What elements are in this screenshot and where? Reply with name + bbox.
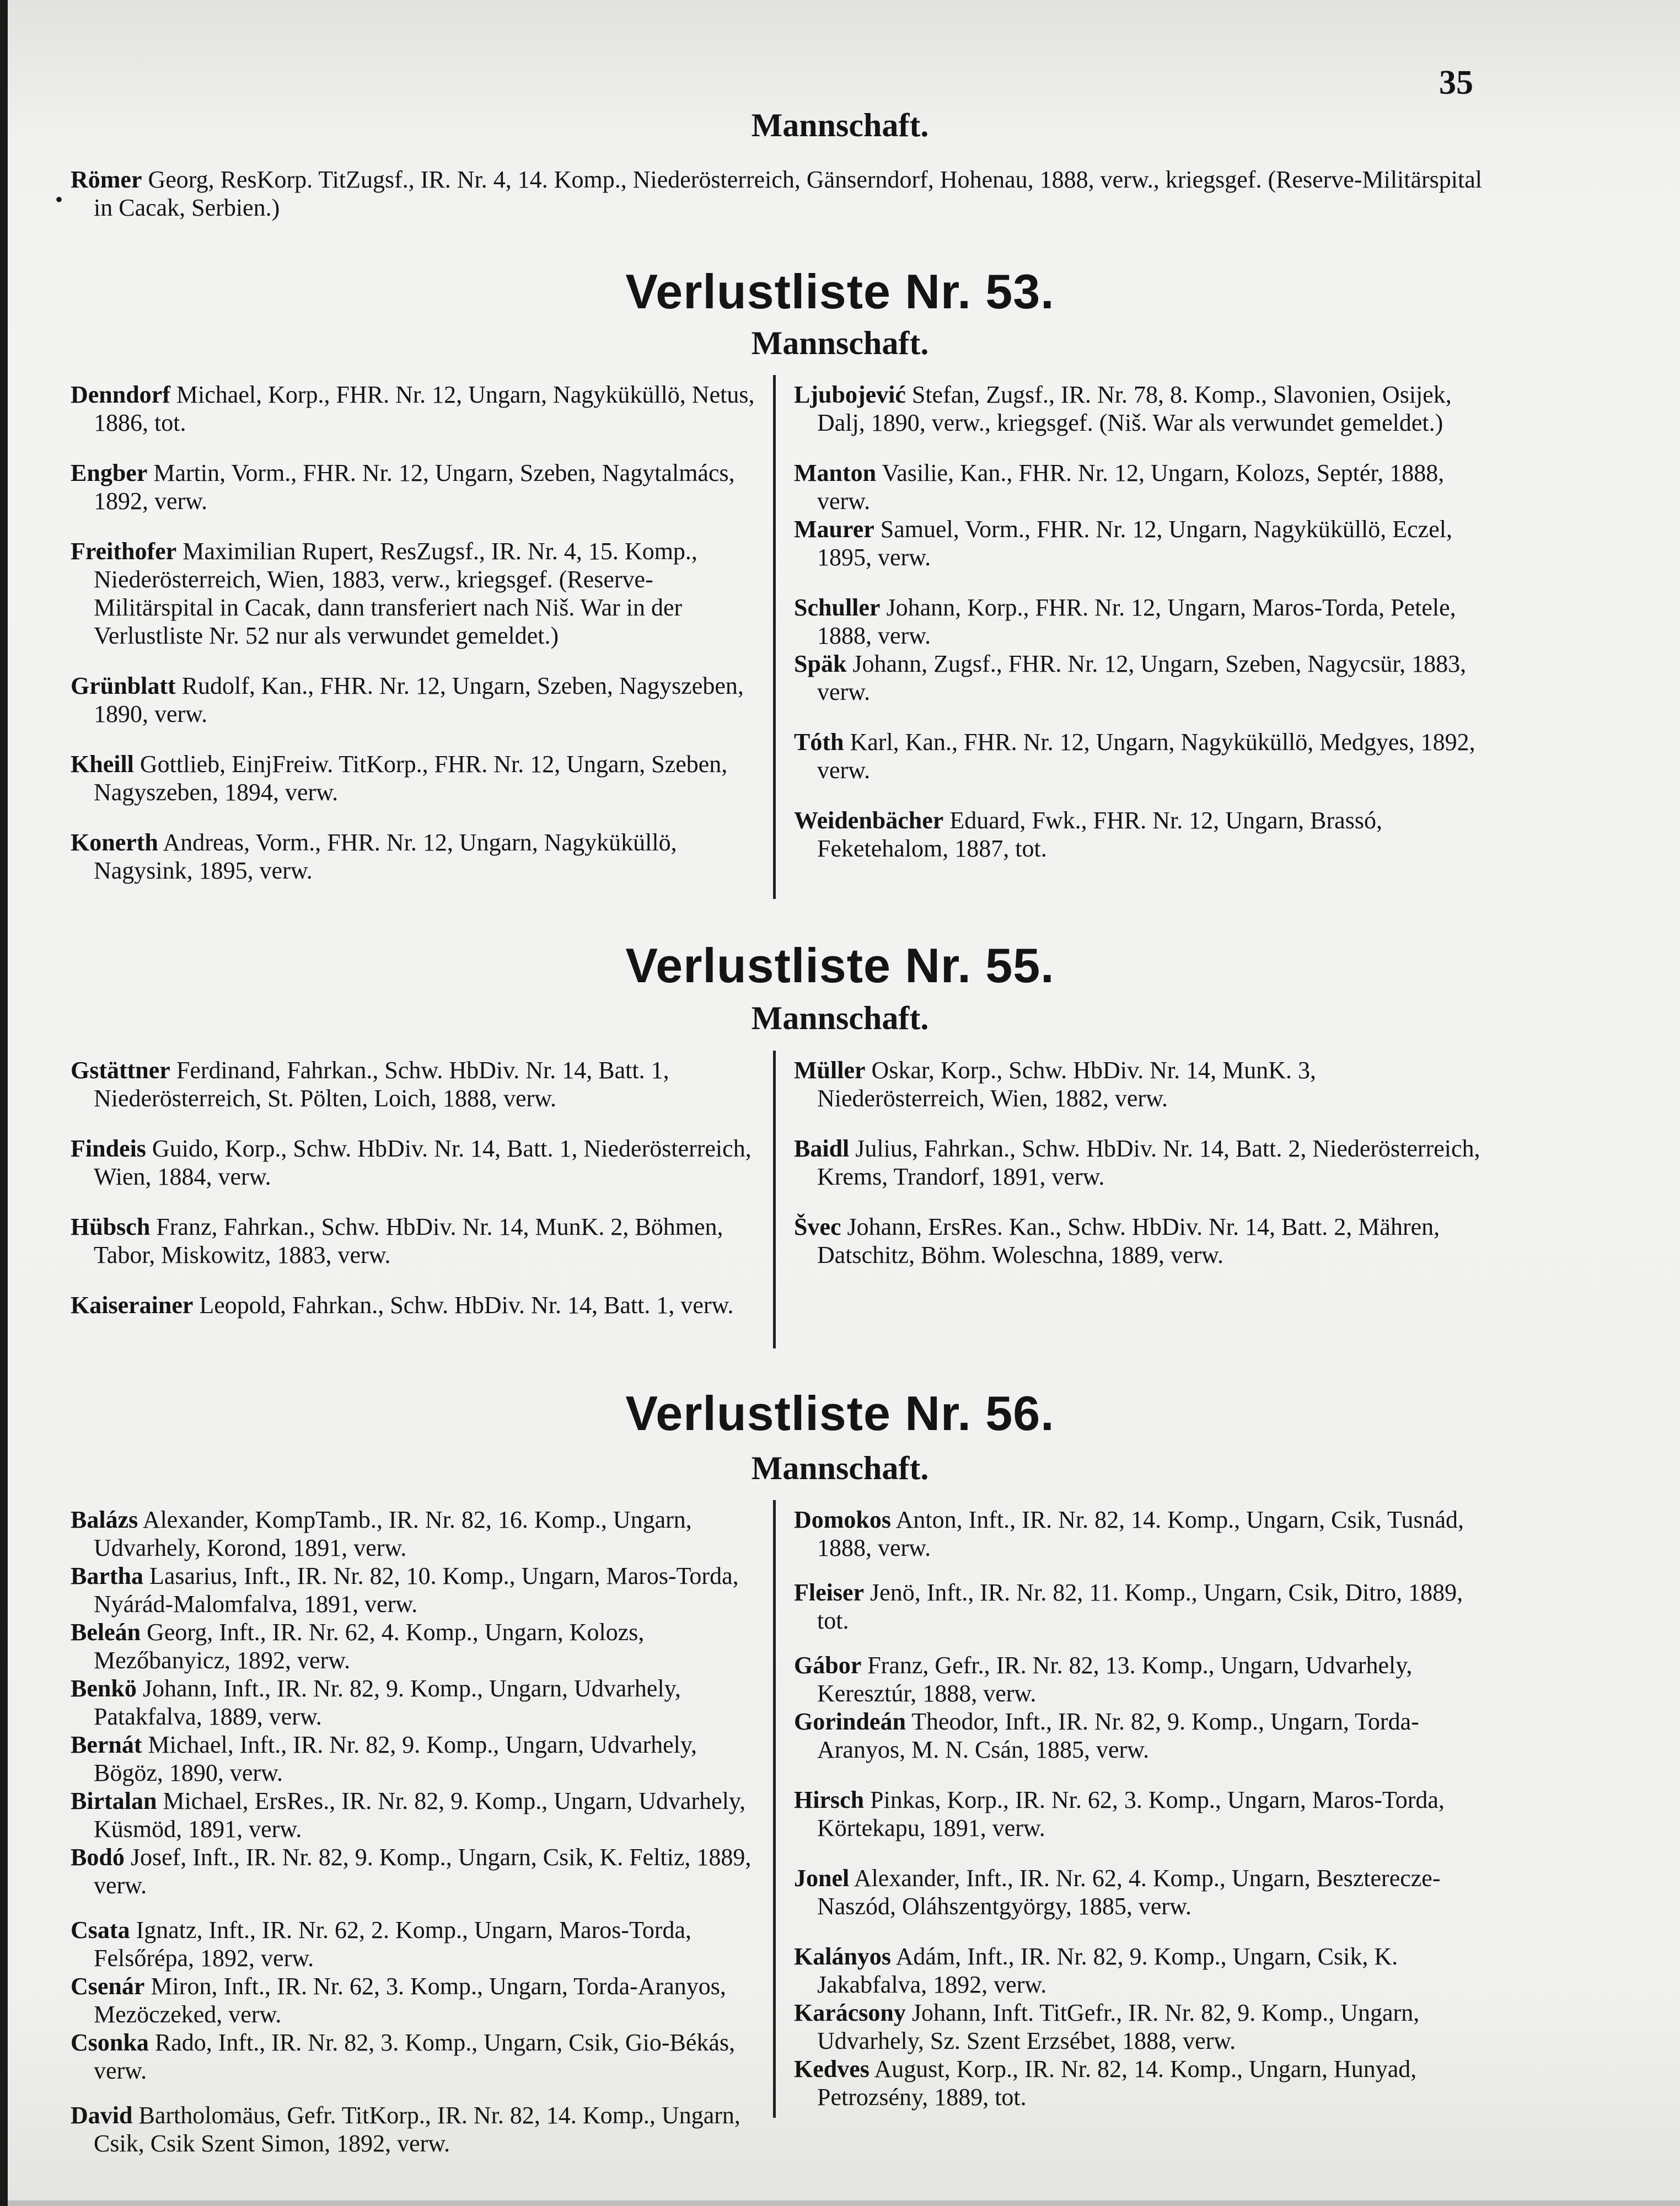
entry-text: Johann, Korp., FHR. Nr. 12, Ungarn, Maros-Torda, Petele, 1888, verw.	[817, 594, 1456, 649]
entry	[71, 1134, 760, 1191]
entry-text: Theodor, Inft., IR. Nr. 82, 9. Komp., Ungarn, Torda-Aranyos, M. N. Csán, 1885, verw.	[817, 1708, 1419, 1763]
entry	[71, 459, 760, 515]
entry-text: Leopold, Fahrkan., Schw. HbDiv. Nr. 14, Batt. 1, verw.	[193, 1292, 734, 1319]
entry	[794, 1786, 1489, 1842]
entry	[794, 728, 1489, 784]
entry	[794, 381, 1489, 437]
entry-text: Franz, Gefr., IR. Nr. 82, 13. Komp., Ungarn, Udvarhely, Keresztúr, 1888, verw.	[817, 1652, 1413, 1707]
entry-text: Vasilie, Kan., FHR. Nr. 12, Ungarn, Kolozs, Septér, 1888, verw.	[817, 459, 1445, 515]
entry-name: Bartha	[71, 1562, 143, 1589]
section-56-right-column	[794, 1506, 1489, 2111]
entry-text: Rudolf, Kan., FHR. Nr. 12, Ungarn, Szeben, Nagyszeben, 1890, verw.	[94, 672, 744, 727]
top-entry	[71, 165, 1493, 222]
entry-name: Domokos	[794, 1506, 892, 1533]
section-55-right-column	[794, 1056, 1489, 1269]
entry-text: Samuel, Vorm., FHR. Nr. 12, Ungarn, Nagyküküllö, Eczel, 1895, verw.	[817, 516, 1452, 571]
entry	[71, 2028, 760, 2085]
entry-name: Engber	[71, 459, 148, 486]
entry	[71, 828, 760, 885]
entry-name: Kedves	[794, 2055, 869, 2082]
entry-name: Konerth	[71, 829, 158, 856]
column-divider	[773, 375, 776, 899]
entry	[71, 1843, 760, 1899]
entry	[794, 650, 1489, 706]
entry-text: Johann, Inft. TitGefr., IR. Nr. 82, 9. Komp., Ungarn, Udvarhely, Sz. Szent Erzsébet, 1888, verw.	[817, 1999, 1420, 2054]
entry-name: Findeis	[71, 1135, 146, 1162]
entry	[71, 1213, 760, 1269]
column-divider	[773, 1500, 776, 2118]
entry-text: Gottlieb, EinjFreiw. TitKorp., FHR. Nr. 12, Ungarn, Szeben, Nagyszeben, 1894, verw.	[94, 751, 728, 806]
section-56-left-column	[71, 1506, 760, 2157]
entry-text: Andreas, Vorm., FHR. Nr. 12, Ungarn, Nagyküküllö, Nagysink, 1895, verw.	[94, 829, 677, 884]
entry-name: Birtalan	[71, 1787, 157, 1814]
entry	[71, 381, 760, 437]
entry-text: Jenö, Inft., IR. Nr. 82, 11. Komp., Ungarn, Csik, Ditro, 1889, tot.	[817, 1579, 1463, 1634]
entry-name: Kaiserainer	[71, 1292, 194, 1319]
entry-name: Kheill	[71, 751, 134, 778]
entry	[71, 1506, 760, 1562]
entry	[794, 1942, 1489, 1999]
section-53-right-column	[794, 381, 1489, 863]
entry-name: Csata	[71, 1916, 130, 1943]
entry-name: Hirsch	[794, 1786, 865, 1813]
entry	[71, 1562, 760, 1618]
section-title-53: Verlustliste Nr. 53.	[625, 264, 1055, 319]
entry	[71, 1916, 760, 1972]
entry-text: Lasarius, Inft., IR. Nr. 82, 10. Komp., Ungarn, Maros-Torda, Nyárád-Malomfalva, 1891, verw.	[94, 1562, 739, 1618]
entry-text: Franz, Fahrkan., Schw. HbDiv. Nr. 14, MunK. 2, Böhmen, Tabor, Miskowitz, 1883, verw.	[94, 1213, 723, 1268]
entry	[71, 165, 1493, 222]
entry-name: Denndorf	[71, 381, 170, 408]
entry-name: Weidenbächer	[794, 807, 944, 834]
entry	[794, 2055, 1489, 2111]
bullet-mark: •	[55, 187, 63, 212]
entry	[71, 1618, 760, 1674]
entry-name: Benkö	[71, 1675, 137, 1702]
page-number: 35	[1439, 64, 1473, 101]
entry	[794, 1707, 1489, 1764]
entry-name: Hübsch	[71, 1213, 151, 1240]
entry-text: Miron, Inft., IR. Nr. 62, 3. Komp., Ungarn, Torda-Aranyos, Mezöczeked, verw.	[94, 1973, 726, 2028]
entry	[794, 459, 1489, 515]
entry-text: Alexander, Inft., IR. Nr. 62, 4. Komp., Ungarn, Beszterecze-Naszód, Oláhszentgyörgy, 1885, verw.	[817, 1865, 1441, 1920]
entry-text: August, Korp., IR. Nr. 82, 14. Komp., Ungarn, Hunyad, Petrozsény, 1889, tot.	[817, 2055, 1417, 2111]
entry	[71, 750, 760, 806]
entry-text: Oskar, Korp., Schw. HbDiv. Nr. 14, MunK. 3, Niederösterreich, Wien, 1882, verw.	[817, 1057, 1316, 1112]
entry-name: Bodó	[71, 1844, 125, 1871]
section-heading-53: Mannschaft.	[751, 325, 929, 361]
entry	[794, 1056, 1489, 1112]
entry-text: Stefan, Zugsf., IR. Nr. 78, 8. Komp., Slavonien, Osijek, Dalj, 1890, verw., kriegsgef. (Niš. War als verwundet gemeldet.)	[817, 381, 1452, 436]
section-heading-56: Mannschaft.	[751, 1450, 929, 1486]
entry	[794, 515, 1489, 571]
entry-name: Baidl	[794, 1135, 850, 1162]
entry-text: Michael, ErsRes., IR. Nr. 82, 9. Komp., Ungarn, Udvarhely, Küsmöd, 1891, verw.	[94, 1787, 746, 1843]
section-title-56: Verlustliste Nr. 56.	[625, 1386, 1055, 1441]
entry-text: Ignatz, Inft., IR. Nr. 62, 2. Komp., Ungarn, Maros-Torda, Felsőrépa, 1892, verw.	[94, 1916, 692, 1972]
entry-name: David	[71, 2102, 133, 2129]
entry-name: Römer	[71, 166, 142, 193]
entry-text: Karl, Kan., FHR. Nr. 12, Ungarn, Nagyküküllö, Medgyes, 1892, verw.	[817, 729, 1475, 784]
entry-name: Grünblatt	[71, 672, 176, 699]
entry-text: Johann, Inft., IR. Nr. 82, 9. Komp., Ungarn, Udvarhely, Patakfalva, 1889, verw.	[94, 1675, 681, 1730]
entry-name: Švec	[794, 1213, 841, 1240]
section-53-left-column	[71, 381, 760, 885]
section-55-left-column	[71, 1056, 760, 1319]
entry-text: Martin, Vorm., FHR. Nr. 12, Ungarn, Szeben, Nagytalmács, 1892, verw.	[94, 459, 735, 515]
entry	[794, 593, 1489, 650]
entry-text: Bartholomäus, Gefr. TitKorp., IR. Nr. 82, 14. Komp., Ungarn, Csik, Csik Szent Simon, 1892, verw.	[94, 2102, 740, 2157]
entry	[794, 1651, 1489, 1707]
entry-text: Johann, ErsRes. Kan., Schw. HbDiv. Nr. 14, Batt. 2, Mähren, Datschitz, Böhm. Woleschna, 1889, verw.	[817, 1213, 1440, 1268]
entry-text: Michael, Inft., IR. Nr. 82, 9. Komp., Ungarn, Udvarhely, Bögöz, 1890, verw.	[94, 1731, 697, 1786]
entry	[71, 1787, 760, 1843]
entry	[71, 2101, 760, 2157]
entry-name: Csenár	[71, 1973, 145, 2000]
entry-name: Tóth	[794, 729, 844, 756]
entry-text: Ferdinand, Fahrkan., Schw. HbDiv. Nr. 14, Batt. 1, Niederösterreich, St. Pölten, Loich, 1888, verw.	[94, 1057, 669, 1112]
entry	[794, 1999, 1489, 2055]
entry-name: Schuller	[794, 594, 881, 621]
entry-name: Späk	[794, 650, 847, 677]
entry-text: Anton, Inft., IR. Nr. 82, 14. Komp., Ungarn, Csik, Tusnád, 1888, verw.	[817, 1506, 1464, 1561]
entry-text: Georg, Inft., IR. Nr. 62, 4. Komp., Ungarn, Kolozs, Mezőbanyicz, 1892, verw.	[94, 1619, 645, 1674]
entry	[794, 1864, 1489, 1920]
entry-name: Karácsony	[794, 1999, 906, 2026]
entry	[71, 1674, 760, 1731]
entry	[794, 806, 1489, 863]
entry-text: Eduard, Fwk., FHR. Nr. 12, Ungarn, Brassó, Feketehalom, 1887, tot.	[817, 807, 1382, 862]
column-divider	[773, 1051, 776, 1348]
entry	[71, 672, 760, 728]
entry-name: Csonka	[71, 2029, 149, 2056]
entry-name: Gorindeán	[794, 1708, 906, 1735]
entry-text: Georg, ResKorp. TitZugsf., IR. Nr. 4, 14. Komp., Niederösterreich, Gänserndorf, Hohenau, 1888, verw., kriegsgef. (Reserve-Militärspital in Cacak, Serbien.)	[94, 166, 1483, 221]
entry-name: Maurer	[794, 516, 874, 543]
entry-text: Guido, Korp., Schw. HbDiv. Nr. 14, Batt. 1, Niederösterreich, Wien, 1884, verw.	[94, 1135, 752, 1190]
entry-text: Michael, Korp., FHR. Nr. 12, Ungarn, Nagyküküllö, Netus, 1886, tot.	[94, 381, 755, 436]
entry-text: Adám, Inft., IR. Nr. 82, 9. Komp., Ungarn, Csik, K. Jakabfalva, 1892, verw.	[817, 1943, 1398, 1998]
section-title-55: Verlustliste Nr. 55.	[625, 938, 1055, 993]
entry-text: Johann, Zugsf., FHR. Nr. 12, Ungarn, Szeben, Nagycsür, 1883, verw.	[817, 650, 1467, 705]
entry	[71, 537, 760, 650]
entry	[71, 1056, 760, 1112]
entry	[71, 1972, 760, 2028]
entry-name: Ljubojević	[794, 381, 906, 408]
entry	[794, 1506, 1489, 1562]
entry-name: Beleán	[71, 1619, 141, 1646]
entry-text: Josef, Inft., IR. Nr. 82, 9. Komp., Ungarn, Csik, K. Feltiz, 1889, verw.	[94, 1844, 752, 1899]
section-heading-55: Mannschaft.	[751, 1000, 929, 1036]
entry-name: Müller	[794, 1057, 866, 1084]
entry-text: Julius, Fahrkan., Schw. HbDiv. Nr. 14, Batt. 2, Niederösterreich, Krems, Trandorf, 1891, verw.	[817, 1135, 1480, 1190]
entry	[71, 1291, 760, 1319]
entry-name: Gábor	[794, 1652, 862, 1679]
entry-name: Fleiser	[794, 1579, 865, 1606]
entry-name: Balázs	[71, 1506, 138, 1533]
entry-name: Jonel	[794, 1865, 850, 1892]
entry-name: Bernát	[71, 1731, 142, 1758]
entry-name: Kalányos	[794, 1943, 892, 1970]
entry-text: Pinkas, Korp., IR. Nr. 62, 3. Komp., Ungarn, Maros-Torda, Körtekapu, 1891, verw.	[817, 1786, 1445, 1841]
entry-name: Manton	[794, 459, 877, 486]
entry-name: Gstättner	[71, 1057, 170, 1084]
entry-text: Rado, Inft., IR. Nr. 82, 3. Komp., Ungarn, Csik, Gio-Békás, verw.	[94, 2029, 736, 2084]
entry	[794, 1578, 1489, 1635]
entry	[794, 1213, 1489, 1269]
top-heading: Mannschaft.	[751, 107, 929, 143]
entry-text: Alexander, KompTamb., IR. Nr. 82, 16. Komp., Ungarn, Udvarhely, Korond, 1891, verw.	[94, 1506, 692, 1561]
entry	[794, 1134, 1489, 1191]
entry	[71, 1731, 760, 1787]
entry-name: Freithofer	[71, 538, 177, 565]
entry-text: Maximilian Rupert, ResZugsf., IR. Nr. 4, 15. Komp., Niederösterreich, Wien, 1883, verw., kriegsgef. (Reserve-Militärspital in Cacak, dann transferiert nach Niš. War in der Verlustliste Nr. 52 nur als verwundet gemeldet.)	[94, 538, 697, 649]
